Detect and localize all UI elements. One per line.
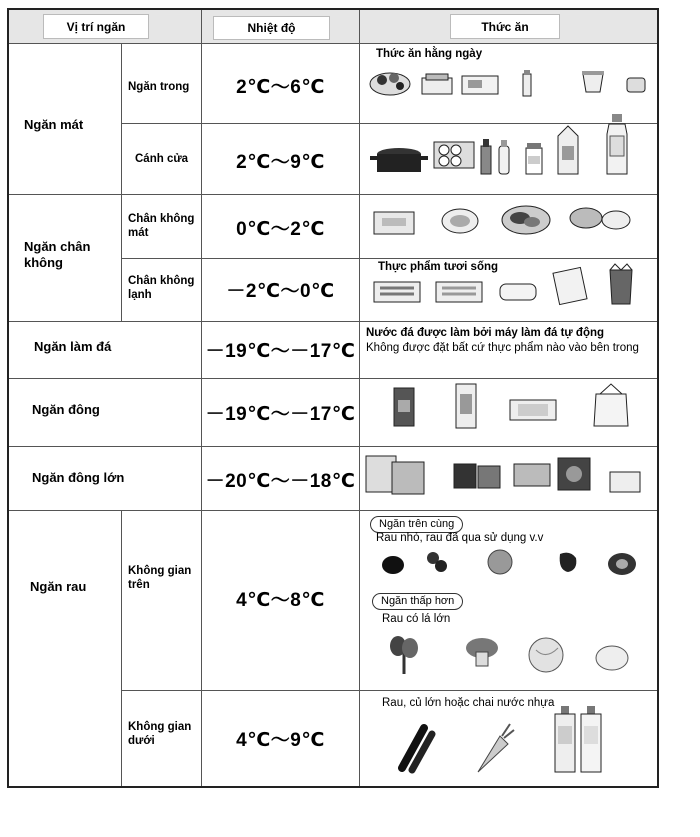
water-bottles-icon	[552, 704, 608, 774]
mushrooms-icon	[424, 548, 450, 576]
tea-bottle-icon	[604, 112, 630, 176]
divider	[9, 378, 657, 379]
zone-ngan-rau: Ngăn rau	[30, 579, 87, 594]
header-food: Thức ăn	[450, 14, 560, 39]
pepper-icon	[554, 548, 582, 576]
temp-chan-khong-lanh: －2℃～0℃	[226, 280, 335, 302]
food-box-icon	[420, 70, 454, 98]
lettuce-icon	[594, 642, 630, 672]
temp-ngan-lam-da: －19℃～－17℃	[205, 340, 356, 362]
temp-chan-khong-mat: 0℃～2℃	[236, 218, 325, 240]
header-temperature: Nhiệt độ	[213, 16, 330, 40]
pot-icon	[370, 138, 428, 178]
tea-pack-icon	[454, 382, 478, 430]
egg-carton-icon	[432, 136, 476, 172]
sushi-platter-icon	[368, 64, 412, 98]
header-location: Vị trí ngăn	[43, 14, 149, 39]
butter-box-icon	[372, 206, 416, 238]
fish-pack-icon	[568, 204, 632, 234]
temp-ngan-dong-lon: －20℃～－18℃	[205, 470, 356, 492]
divider	[9, 321, 657, 322]
sauce-bottle-icon	[478, 136, 494, 176]
onion-icon	[602, 546, 642, 578]
food-caption-fresh: Thực phẩm tươi sống	[378, 261, 499, 273]
ham-roll-icon	[496, 280, 540, 304]
bread-bag-icon	[590, 380, 632, 430]
temp-ngan-dong: －19℃～－17℃	[205, 403, 356, 425]
jar-icon	[524, 140, 544, 176]
seafood-bag-icon	[606, 262, 636, 306]
bok-choy-icon	[462, 634, 502, 670]
mayo-bottle-icon	[496, 138, 512, 176]
ice-maker-note: Nước đá được làm bởi máy làm đá tự động	[366, 327, 605, 339]
orange-icon	[486, 548, 514, 576]
rice-pack-icon	[608, 470, 642, 494]
divider	[9, 446, 657, 447]
zone-chan-khong: Ngăn chân không	[24, 239, 91, 270]
zone-ngan-dong: Ngăn đông	[32, 402, 100, 417]
frozen-bag-icon	[392, 386, 416, 428]
divider	[121, 510, 122, 786]
udon-pack-icon	[508, 396, 558, 424]
divider	[359, 10, 360, 786]
frozen-pizza-icon	[556, 456, 592, 492]
milk-carton-icon	[556, 122, 580, 176]
divider	[9, 510, 657, 511]
divider	[9, 194, 657, 195]
zone-ngan-lam-da: Ngăn làm đá	[34, 339, 112, 354]
top-shelf-note: Rau nhỏ, rau đã qua sử dụng v.v	[376, 532, 544, 544]
carrot-icon	[470, 722, 516, 776]
bottom-space-note: Rau, củ lớn hoặc chai nước nhựa	[382, 697, 555, 709]
cucumber-icon	[396, 722, 436, 772]
divider	[9, 43, 657, 44]
sub-canh-cua: Cánh cửa	[135, 153, 189, 165]
frozen-meat-icon	[364, 452, 428, 498]
sub-ngan-trong: Ngăn trong	[128, 81, 190, 93]
bottle-small-icon	[520, 68, 534, 98]
temp-khong-gian-tren: 4℃～8℃	[236, 589, 325, 611]
temp-canh-cua: 2℃～9℃	[236, 151, 325, 173]
temp-khong-gian-duoi: 4℃～9℃	[236, 729, 325, 751]
sub-chan-khong-lanh: Chân không lạnh	[128, 275, 195, 301]
divider	[121, 43, 122, 321]
zone-ngan-mat: Ngăn mát	[24, 117, 84, 132]
sub-chan-khong-mat: Chân không mát	[128, 213, 195, 239]
zone-ngan-dong-lon: Ngăn đông lớn	[32, 470, 125, 485]
spinach-icon	[386, 634, 422, 676]
sub-khong-gian-tren: Không gian trên	[128, 565, 192, 591]
meat-tray-icon	[372, 278, 422, 306]
lower-shelf-note: Rau có lá lớn	[382, 613, 451, 625]
food-caption-daily: Thức ăn hằng ngày	[376, 48, 483, 60]
label-lower-shelf: Ngăn thấp hơn	[372, 593, 463, 610]
pudding-icon	[624, 72, 648, 96]
frozen-food-box-icon	[512, 460, 552, 490]
meat-platter-icon	[500, 202, 552, 238]
sausage-pack-icon	[552, 266, 588, 306]
cheese-round-icon	[440, 206, 480, 236]
label-top-shelf: Ngăn trên cùng	[370, 516, 463, 533]
ice-warning-note: Không được đặt bất cứ thực phẩm nào vào bên trong	[366, 342, 639, 354]
yogurt-cup-icon	[580, 68, 606, 96]
temp-ngan-trong: 2℃～6℃	[236, 76, 325, 98]
eggplant-icon	[380, 552, 406, 576]
cabbage-icon	[524, 636, 568, 674]
fish-tray-icon	[434, 278, 484, 306]
ice-cream-cups-icon	[452, 458, 502, 492]
tray-icon	[460, 70, 500, 98]
sub-khong-gian-duoi: Không gian dưới	[128, 721, 192, 747]
